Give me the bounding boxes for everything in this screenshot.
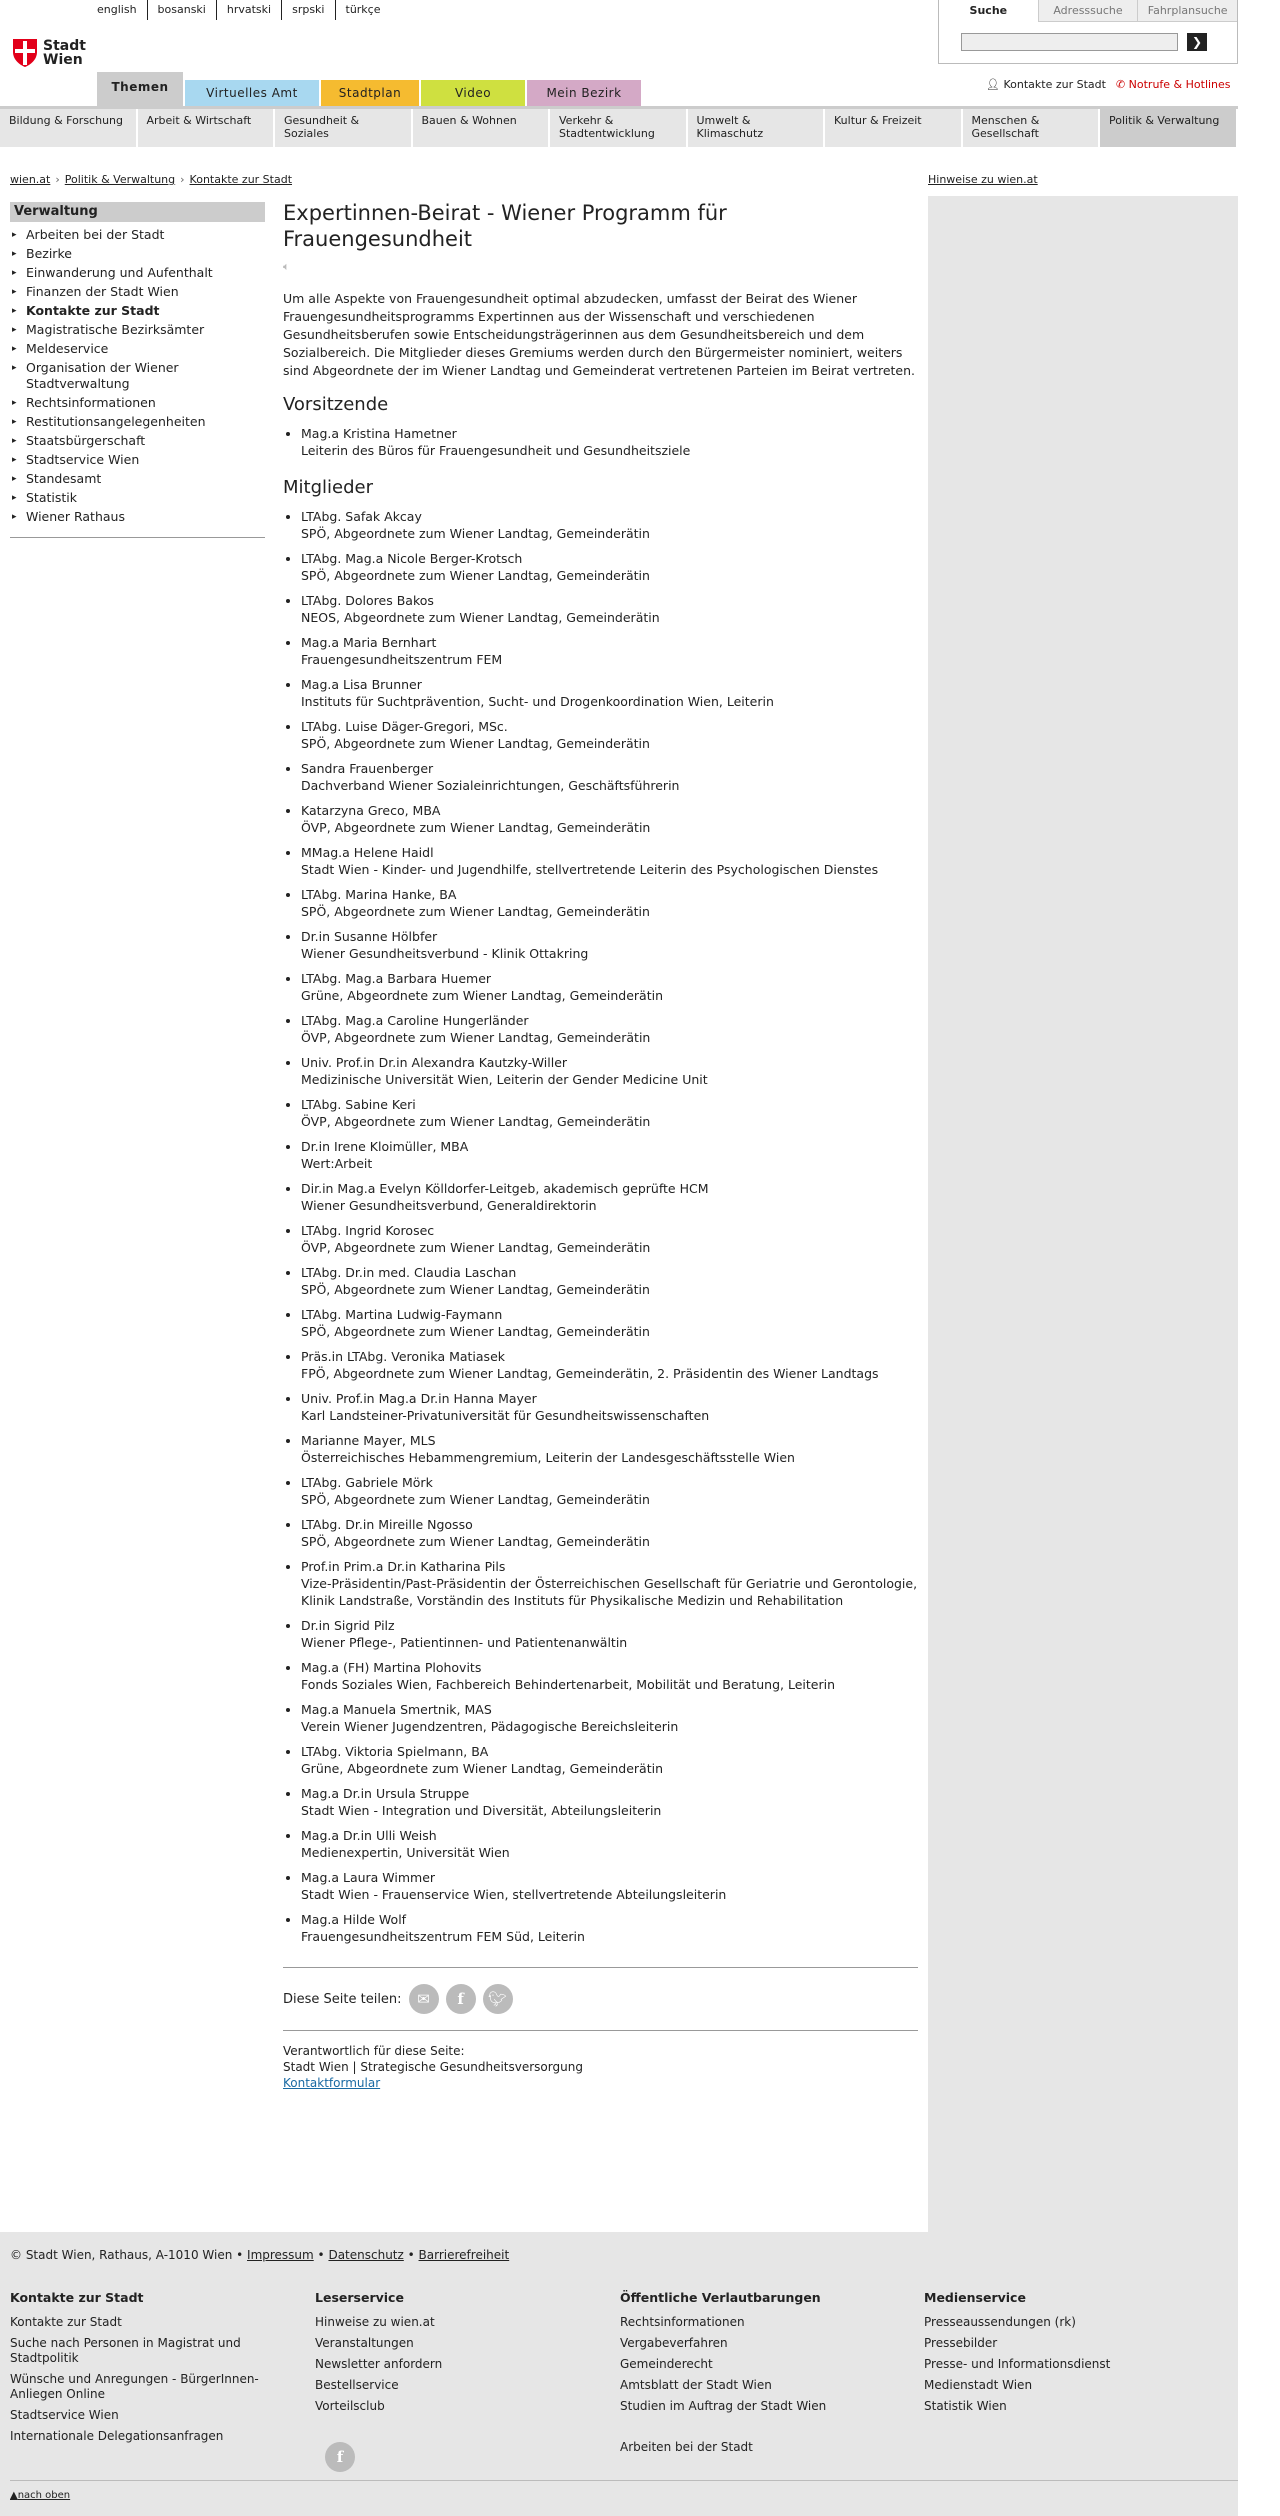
stadt-wien-logo[interactable] bbox=[12, 38, 86, 68]
member-name: • LTAbg. Safak Akcay bbox=[301, 509, 422, 524]
share-bar bbox=[283, 1967, 918, 2031]
member-name: • Dr.in Irene Kloimüller, MBA bbox=[301, 1139, 469, 1154]
footer-link[interactable]: Presse- und Informationsdienst bbox=[924, 2357, 1111, 2371]
sidebar-item[interactable]: ▸ Meldeservice bbox=[10, 340, 265, 359]
member-role: Medizinische Universität Wien, Leiterin der Gender Medicine Unit bbox=[301, 1072, 708, 1087]
member-name: • Marianne Mayer, MLS bbox=[301, 1433, 436, 1448]
chevron-right-icon: › bbox=[180, 173, 185, 186]
member-role: Instituts für Suchtprävention, Sucht- und Drogenkoordination Wien, Leiterin bbox=[301, 694, 774, 709]
chevron-right-icon: › bbox=[55, 173, 60, 186]
member-name: • Mag.a Kristina Hametner bbox=[301, 426, 457, 441]
coat-of-arms-icon bbox=[12, 38, 38, 68]
tab-virtuelles-amt[interactable]: Virtuelles Amt bbox=[185, 80, 319, 106]
member-item bbox=[301, 1222, 918, 1256]
footer-column-leserservice bbox=[315, 2290, 610, 2420]
member-item bbox=[301, 550, 918, 584]
member-item bbox=[301, 1012, 918, 1046]
sidebar-item[interactable]: ▸ Magistratische Bezirksämter bbox=[10, 321, 265, 340]
top-links bbox=[986, 78, 1231, 91]
phone-icon: ✆ bbox=[1115, 78, 1126, 91]
member-role: SPÖ, Abgeordnete zum Wiener Landtag, Gemeinderätin bbox=[301, 568, 650, 583]
main-tabs bbox=[97, 72, 643, 106]
facebook-icon[interactable]: f bbox=[325, 2442, 355, 2472]
member-item bbox=[301, 1827, 918, 1861]
footer-column-title: Medienservice bbox=[924, 2290, 1026, 2305]
member-role: SPÖ, Abgeordnete zum Wiener Landtag, Gemeinderätin bbox=[301, 526, 650, 541]
footer-link[interactable]: Rechtsinformationen bbox=[620, 2315, 745, 2329]
member-item bbox=[301, 970, 918, 1004]
sidebar-item[interactable]: ▸ Bezirke bbox=[10, 245, 265, 264]
sidebar-item[interactable]: ▸ Finanzen der Stadt Wien bbox=[10, 283, 265, 302]
member-item bbox=[301, 1785, 918, 1819]
footer-link[interactable]: Statistik Wien bbox=[924, 2399, 1007, 2413]
responsible-value: Stadt Wien | Strategische Gesundheitsversorgung bbox=[283, 2060, 583, 2074]
member-item bbox=[301, 1432, 918, 1466]
member-name: • LTAbg. Dr.in Mireille Ngosso bbox=[301, 1517, 473, 1532]
barrierefreiheit-link[interactable]: Barrierefreiheit bbox=[418, 2248, 510, 2262]
footer-link[interactable]: Newsletter anfordern bbox=[315, 2357, 443, 2371]
member-item bbox=[301, 1869, 918, 1903]
lang-link[interactable]: bosanski bbox=[148, 0, 217, 20]
tab-stadtplan[interactable]: Stadtplan bbox=[321, 80, 419, 106]
right-column bbox=[928, 196, 1238, 2232]
tab-suche[interactable]: Suche bbox=[939, 0, 1038, 22]
mitglieder-list bbox=[283, 508, 918, 1945]
member-role: Wiener Pflege-, Patientinnen- und Patientenanwältin bbox=[301, 1635, 628, 1650]
member-role: Leiterin des Büros für Frauengesundheit und Gesundheitsziele bbox=[301, 443, 691, 458]
footer-link[interactable]: Vorteilsclub bbox=[315, 2399, 385, 2413]
member-role: ÖVP, Abgeordnete zum Wiener Landtag, Gemeinderätin bbox=[301, 1114, 651, 1129]
footer-column-title: Kontakte zur Stadt bbox=[10, 2290, 144, 2305]
member-name: • Mag.a Dr.in Ulli Weish bbox=[301, 1828, 437, 1843]
member-role: Frauengesundheitszentrum FEM Süd, Leiterin bbox=[301, 1929, 585, 1944]
section-heading-vorsitz: Vorsitzende bbox=[283, 394, 389, 415]
person-icon: 👤︎ bbox=[986, 78, 1000, 91]
member-role: Stadt Wien - Frauenservice Wien, stellvertretende Abteilungsleiterin bbox=[301, 1887, 727, 1902]
footer-link[interactable]: Vergabeverfahren bbox=[620, 2336, 728, 2350]
member-name: • Dir.in Mag.a Evelyn Kölldorfer-Leitgeb, akademisch geprüfte HCM bbox=[301, 1181, 709, 1196]
member-name: • LTAbg. Dr.in med. Claudia Laschan bbox=[301, 1265, 517, 1280]
vorsitz-list bbox=[283, 425, 918, 459]
member-name: • LTAbg. Sabine Keri bbox=[301, 1097, 416, 1112]
footer-link[interactable]: Internationale Delegationsanfragen bbox=[10, 2429, 224, 2443]
search-input[interactable] bbox=[961, 33, 1178, 51]
main-content bbox=[283, 200, 918, 2091]
member-name: • LTAbg. Dolores Bakos bbox=[301, 593, 434, 608]
sidebar-item[interactable]: ▸ Organisation der Wiener Stadtverwaltung bbox=[10, 359, 265, 394]
footer-link[interactable]: Medienstadt Wien bbox=[924, 2378, 1033, 2392]
lang-link[interactable]: türkçe bbox=[345, 3, 381, 16]
member-role: FPÖ, Abgeordnete zum Wiener Landtag, Gemeinderätin, 2. Präsidentin des Wiener Landtags bbox=[301, 1366, 879, 1381]
member-role: Stadt Wien - Integration und Diversität, Abteilungsleiterin bbox=[301, 1803, 662, 1818]
category-item-active[interactable]: Politik & Verwaltung bbox=[1100, 109, 1238, 147]
member-role: SPÖ, Abgeordnete zum Wiener Landtag, Gemeinderätin bbox=[301, 1282, 650, 1297]
member-item bbox=[301, 1617, 918, 1651]
member-role: Österreichisches Hebammengremium, Leiterin der Landesgeschäftsstelle Wien bbox=[301, 1450, 795, 1465]
language-bar bbox=[87, 0, 391, 20]
member-item bbox=[301, 592, 918, 626]
breadcrumb-link[interactable]: Kontakte zur Stadt bbox=[189, 173, 293, 186]
member-item bbox=[301, 676, 918, 710]
sidebar-list bbox=[10, 226, 265, 538]
member-item bbox=[301, 508, 918, 542]
member-role: Wiener Gesundheitsverbund, Generaldirektorin bbox=[301, 1198, 597, 1213]
footer-column-medienservice bbox=[924, 2290, 1219, 2420]
member-role: SPÖ, Abgeordnete zum Wiener Landtag, Gemeinderätin bbox=[301, 736, 650, 751]
logo-line2: Wien bbox=[43, 52, 83, 68]
breadcrumb-link[interactable]: wien.at bbox=[10, 173, 51, 186]
member-role: SPÖ, Abgeordnete zum Wiener Landtag, Gemeinderätin bbox=[301, 1324, 650, 1339]
sidebar-item[interactable]: ▸ Rechtsinformationen bbox=[10, 394, 265, 413]
tab-themen[interactable]: Themen bbox=[97, 72, 183, 106]
member-item bbox=[301, 760, 918, 794]
member-name: • Mag.a Laura Wimmer bbox=[301, 1870, 436, 1885]
member-item bbox=[301, 1348, 918, 1382]
page-title: Expertinnen-Beirat - Wiener Programm für Frauengesundheit bbox=[283, 201, 727, 251]
member-name: • Sandra Frauenberger bbox=[301, 761, 434, 776]
member-item bbox=[301, 844, 918, 878]
member-role: Verein Wiener Jugendzentren, Pädagogische Bereichsleiterin bbox=[301, 1719, 679, 1734]
footer bbox=[0, 2232, 1238, 2516]
member-role: Fonds Soziales Wien, Fachbereich Behindertenarbeit, Mobilität und Beratung, Leiterin bbox=[301, 1677, 836, 1692]
member-item bbox=[301, 425, 918, 459]
back-to-top-link[interactable]: ▲nach oben bbox=[10, 2490, 71, 2501]
member-item bbox=[301, 1180, 918, 1214]
member-item bbox=[301, 1138, 918, 1172]
member-role: Grüne, Abgeordnete zum Wiener Landtag, Gemeinderätin bbox=[301, 1761, 663, 1776]
tab-mein-bezirk[interactable]: Mein Bezirk bbox=[527, 80, 641, 106]
read-aloud-button[interactable] bbox=[283, 260, 918, 276]
speaker-icon: 🔈︎ bbox=[283, 260, 290, 273]
footer-link[interactable]: Suche nach Personen in Magistrat und Stadtpolitik bbox=[10, 2336, 241, 2365]
category-item[interactable]: Menschen & Gesellschaft bbox=[963, 109, 1101, 147]
footer-link[interactable]: Stadtservice Wien bbox=[10, 2408, 119, 2422]
member-name: • Mag.a Maria Bernhart bbox=[301, 635, 437, 650]
sidebar-item[interactable]: ▸ Stadtservice Wien bbox=[10, 451, 265, 470]
member-name: • Dr.in Sigrid Pilz bbox=[301, 1618, 395, 1633]
footer-link[interactable]: Bestellservice bbox=[315, 2378, 399, 2392]
footer-column-title: Leserservice bbox=[315, 2290, 404, 2305]
impressum-link[interactable]: Impressum bbox=[247, 2248, 314, 2262]
member-name: • LTAbg. Gabriele Mörk bbox=[301, 1475, 433, 1490]
responsible-info bbox=[283, 2043, 918, 2091]
breadcrumb-link[interactable]: Politik & Verwaltung bbox=[64, 173, 176, 186]
footer-link[interactable]: Amtsblatt der Stadt Wien bbox=[620, 2378, 772, 2392]
copyright-text: © Stadt Wien, Rathaus, A-1010 Wien bbox=[10, 2248, 233, 2262]
search-box bbox=[938, 0, 1238, 64]
member-item bbox=[301, 886, 918, 920]
arrow-up-icon: ▲ bbox=[10, 2490, 18, 2501]
member-item bbox=[301, 1306, 918, 1340]
member-name: • MMag.a Helene Haidl bbox=[301, 845, 434, 860]
member-item bbox=[301, 1054, 918, 1088]
section-heading-mitglieder: Mitglieder bbox=[283, 477, 373, 498]
lang-link[interactable]: hrvatski bbox=[217, 0, 282, 20]
member-name: • Univ. Prof.in Dr.in Alexandra Kautzky-Willer bbox=[301, 1055, 568, 1070]
member-name: • LTAbg. Martina Ludwig-Faymann bbox=[301, 1307, 503, 1322]
responsible-label: Verantwortlich für diese Seite: bbox=[283, 2044, 465, 2058]
lang-link[interactable]: english bbox=[87, 0, 148, 20]
facebook-share-icon[interactable]: f bbox=[446, 1984, 476, 2014]
tab-fahrplansuche[interactable]: Fahrplansuche bbox=[1137, 0, 1237, 22]
email-share-icon[interactable]: ✉ bbox=[409, 1984, 439, 2014]
sidebar-item[interactable]: ▸ Arbeiten bei der Stadt bbox=[10, 226, 265, 245]
member-role: Grüne, Abgeordnete zum Wiener Landtag, Gemeinderätin bbox=[301, 988, 663, 1003]
member-name: • Katarzyna Greco, MBA bbox=[301, 803, 441, 818]
tab-video[interactable]: Video bbox=[421, 80, 525, 106]
footer-column-title: Öffentliche Verlautbarungen bbox=[620, 2290, 821, 2305]
member-item bbox=[301, 634, 918, 668]
member-name: • Präs.in LTAbg. Veronika Matiasek bbox=[301, 1349, 505, 1364]
member-item bbox=[301, 1743, 918, 1777]
footer-divider bbox=[10, 2480, 1238, 2481]
sidebar-item[interactable]: ▸ Kontakte zur Stadt bbox=[10, 302, 265, 321]
member-name: • LTAbg. Marina Hanke, BA bbox=[301, 887, 457, 902]
sidebar-item[interactable]: ▸ Restitutionsangelegenheiten bbox=[10, 413, 265, 432]
chevron-right-icon: ❯ bbox=[1191, 35, 1203, 49]
lang-link[interactable]: srpski bbox=[282, 0, 335, 20]
sidebar-item[interactable]: ▸ Staatsbürgerschaft bbox=[10, 432, 265, 451]
member-role: Medienexpertin, Universität Wien bbox=[301, 1845, 510, 1860]
category-item[interactable]: Bauen & Wohnen bbox=[413, 109, 551, 147]
member-role: SPÖ, Abgeordnete zum Wiener Landtag, Gemeinderätin bbox=[301, 1534, 650, 1549]
member-role: Frauengesundheitszentrum FEM bbox=[301, 652, 503, 667]
kontakte-link[interactable]: 👤︎ Kontakte zur Stadt bbox=[986, 78, 1106, 91]
member-role: SPÖ, Abgeordnete zum Wiener Landtag, Gemeinderätin bbox=[301, 1492, 650, 1507]
member-role: SPÖ, Abgeordnete zum Wiener Landtag, Gemeinderätin bbox=[301, 904, 650, 919]
footer-copyright-line: © Stadt Wien, Rathaus, A-1010 Wien • Impressum • Datenschutz • Barrierefreiheit bbox=[10, 2248, 510, 2262]
member-name: • LTAbg. Mag.a Caroline Hungerländer bbox=[301, 1013, 529, 1028]
member-name: • Dr.in Susanne Hölbfer bbox=[301, 929, 438, 944]
notrufe-link[interactable]: ✆ Notrufe & Hotlines bbox=[1115, 78, 1231, 91]
member-item bbox=[301, 1659, 918, 1693]
category-item[interactable]: Umwelt & Klimaschutz bbox=[688, 109, 826, 147]
member-item bbox=[301, 1474, 918, 1508]
sidebar bbox=[10, 202, 265, 538]
member-item bbox=[301, 1390, 918, 1424]
member-role: Stadt Wien - Kinder- und Jugendhilfe, stellvertretende Leiterin des Psychologischen Dienstes bbox=[301, 862, 879, 877]
member-item bbox=[301, 1264, 918, 1298]
footer-column-kontakte bbox=[10, 2290, 305, 2450]
member-name: • LTAbg. Luise Däger-Gregori, MSc. bbox=[301, 719, 508, 734]
sidebar-item[interactable]: ▸ Standesamt bbox=[10, 470, 265, 489]
twitter-share-icon[interactable]: 🐦︎ bbox=[483, 1984, 513, 2014]
breadcrumb bbox=[10, 173, 292, 186]
sidebar-item[interactable]: ▸ Einwanderung und Aufenthalt bbox=[10, 264, 265, 283]
member-name: • Mag.a Hilde Wolf bbox=[301, 1912, 407, 1927]
footer-link[interactable]: Veranstaltungen bbox=[315, 2336, 414, 2350]
member-item bbox=[301, 1096, 918, 1130]
member-item bbox=[301, 802, 918, 836]
member-item bbox=[301, 1558, 918, 1609]
category-nav bbox=[0, 109, 1238, 147]
footer-link[interactable]: Hinweise zu wien.at bbox=[315, 2315, 435, 2329]
member-name: • Prof.in Prim.a Dr.in Katharina Pils bbox=[301, 1559, 506, 1574]
category-item[interactable]: Bildung & Forschung bbox=[0, 109, 138, 147]
category-item[interactable]: Verkehr & Stadtentwicklung bbox=[550, 109, 688, 147]
kontaktformular-link[interactable]: Kontaktformular bbox=[283, 2076, 381, 2090]
member-role: Wiener Gesundheitsverbund - Klinik Ottakring bbox=[301, 946, 589, 961]
footer-link[interactable]: Wünsche und Anregungen - BürgerInnen-Anliegen Online bbox=[10, 2372, 259, 2401]
footer-link[interactable]: Gemeinderecht bbox=[620, 2357, 713, 2371]
member-name: • Univ. Prof.in Mag.a Dr.in Hanna Mayer bbox=[301, 1391, 537, 1406]
member-role: Wert:Arbeit bbox=[301, 1156, 373, 1171]
page-margin bbox=[1238, 0, 1280, 2516]
member-name: • Mag.a Lisa Brunner bbox=[301, 677, 422, 692]
category-item[interactable]: Gesundheit & Soziales bbox=[275, 109, 413, 147]
member-name: • LTAbg. Mag.a Barbara Huemer bbox=[301, 971, 492, 986]
member-role: ÖVP, Abgeordnete zum Wiener Landtag, Gemeinderätin bbox=[301, 820, 651, 835]
footer-link[interactable]: Pressebilder bbox=[924, 2336, 998, 2350]
sidebar-item[interactable]: ▸ Wiener Rathaus bbox=[10, 508, 265, 527]
hinweise-link[interactable]: Hinweise zu wien.at bbox=[928, 173, 1038, 186]
sidebar-item[interactable]: ▸ Statistik bbox=[10, 489, 265, 508]
member-item bbox=[301, 1911, 918, 1945]
member-item bbox=[301, 928, 918, 962]
member-item bbox=[301, 1701, 918, 1735]
footer-link[interactable]: Kontakte zur Stadt bbox=[10, 2315, 122, 2329]
tab-adresssuche[interactable]: Adresssuche bbox=[1038, 0, 1138, 22]
intro-text: Um alle Aspekte von Frauengesundheit optimal abzudecken, umfasst der Beirat des Wiener Frauengesundheitsprogramms Expertinnen aus der Wissenschaft und verschiedenen Gesundheitsberufen sowie Entscheidungsträgerinnen aus dem Gesundheitsbereich und dem Sozialbereich. Die Mitglieder dieses Gremiums werden durch den Bürgermeister nominiert, weiters sind Abgeordnete der im Wiener Landtag und Gemeinderat vertretenen Parteien im Beirat vertreten. bbox=[283, 291, 915, 378]
footer-column-verlautbarungen bbox=[620, 2290, 915, 2461]
search-submit-button[interactable] bbox=[1187, 33, 1207, 51]
member-name: • LTAbg. Ingrid Korosec bbox=[301, 1223, 435, 1238]
member-role: Karl Landsteiner-Privatuniversität für Gesundheitswissenschaften bbox=[301, 1408, 710, 1423]
member-role: Dachverband Wiener Sozialeinrichtungen, Geschäftsführerin bbox=[301, 778, 680, 793]
footer-link[interactable]: Studien im Auftrag der Stadt Wien bbox=[620, 2399, 827, 2413]
member-name: • LTAbg. Mag.a Nicole Berger-Krotsch bbox=[301, 551, 523, 566]
member-item bbox=[301, 718, 918, 752]
member-name: • Mag.a (FH) Martina Plohovits bbox=[301, 1660, 482, 1675]
member-name: • LTAbg. Viktoria Spielmann, BA bbox=[301, 1744, 489, 1759]
member-name: • Mag.a Dr.in Ursula Struppe bbox=[301, 1786, 470, 1801]
datenschutz-link[interactable]: Datenschutz bbox=[328, 2248, 404, 2262]
share-label: Diese Seite teilen: bbox=[283, 1991, 402, 2007]
member-role: ÖVP, Abgeordnete zum Wiener Landtag, Gemeinderätin bbox=[301, 1030, 651, 1045]
logo-line1: Stadt bbox=[43, 38, 86, 54]
member-role: NEOS, Abgeordnete zum Wiener Landtag, Gemeinderätin bbox=[301, 610, 660, 625]
category-item[interactable]: Arbeit & Wirtschaft bbox=[138, 109, 276, 147]
member-role: ÖVP, Abgeordnete zum Wiener Landtag, Gemeinderätin bbox=[301, 1240, 651, 1255]
footer-link[interactable]: Presseaussendungen (rk) bbox=[924, 2315, 1076, 2329]
footer-link[interactable]: Arbeiten bei der Stadt bbox=[620, 2440, 753, 2454]
sidebar-title[interactable]: Verwaltung bbox=[10, 202, 265, 222]
member-role: Vize-Präsidentin/Past-Präsidentin der Österreichischen Gesellschaft für Geriatrie und Gerontologie, Klinik Landstraße, Vorständin des Instituts für Physikalische Medizin und Rehabilitation bbox=[301, 1576, 918, 1608]
category-item[interactable]: Kultur & Freizeit bbox=[825, 109, 963, 147]
member-name: • Mag.a Manuela Smertnik, MAS bbox=[301, 1702, 492, 1717]
member-item bbox=[301, 1516, 918, 1550]
